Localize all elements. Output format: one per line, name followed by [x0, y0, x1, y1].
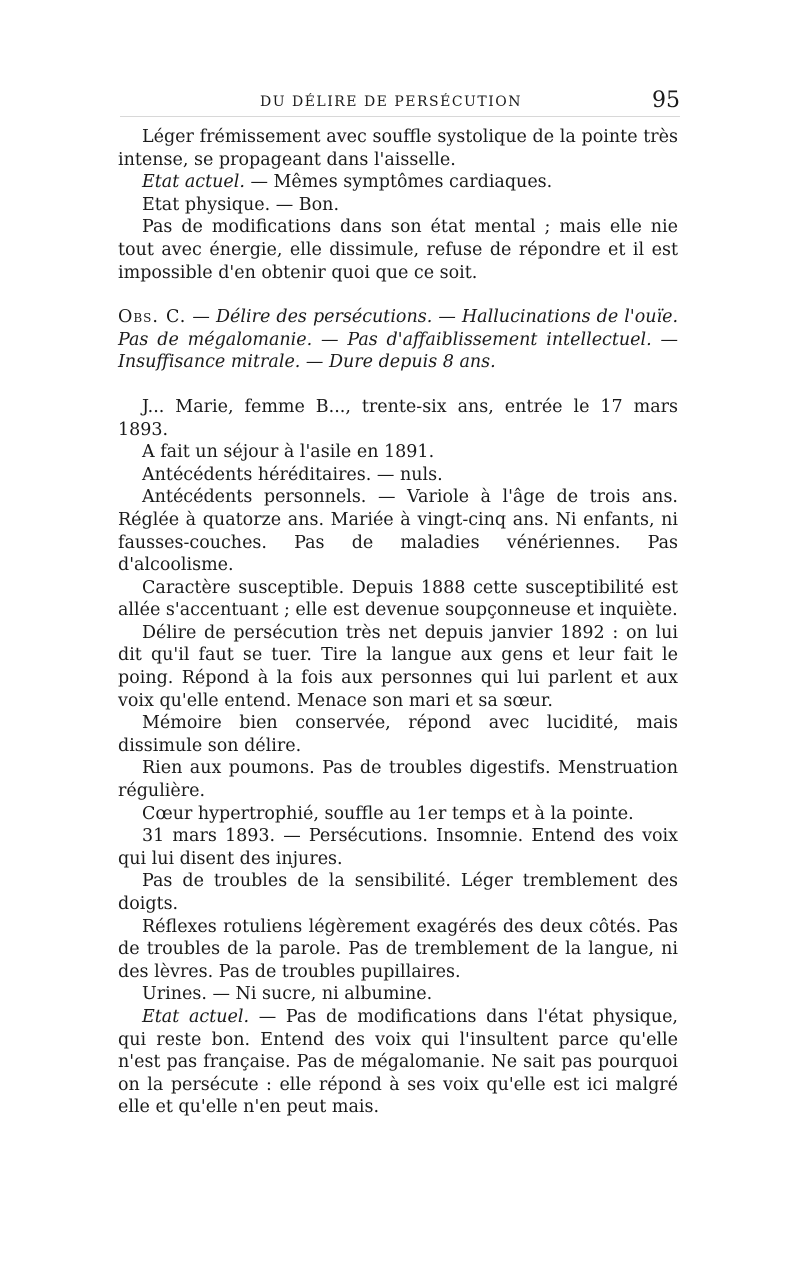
paragraph: Pas de troubles de la sensibilité. Léger tremblement des doigts. [118, 871, 678, 914]
paragraph: A fait un séjour à l'asile en 1891. [142, 442, 435, 463]
observation-heading [118, 306, 678, 374]
page-header [120, 88, 680, 117]
paragraph: J... Marie, femme B..., trente-six ans, entrée le 17 mars 1893. [118, 396, 678, 440]
observation-title: — Délire des persécutions. — Hallucinations de l'ouïe. Pas de mégalomanie. — Pas d'affaiblissement intellectuel. — Insuffisance mitrale. — Dure depuis 8 ans. [118, 307, 679, 373]
paragraph-text: — Mêmes symptômes cardiaques. [244, 172, 553, 193]
paragraph: Délire de persécution très net depuis janvier 1892 : on lui dit qu'il faut se tuer. Tire la langue aux gens et leur fait le poing. Répond à la fois aux personnes qui lui parlent et aux voix qu'elle entend. Menace son mari et sa sœur. [118, 622, 678, 711]
paragraph [118, 171, 678, 194]
paragraph: Pas de modifications dans son état mental ; mais elle nie tout avec énergie, elle dissimule, refuse de répondre et il est impossible d'en obtenir quoi que ce soit. [118, 217, 678, 283]
italic-lead: Etat actuel. [142, 172, 245, 193]
page-number: 95 [652, 88, 680, 113]
paragraph: 31 mars 1893. — Persécutions. Insomnie. Entend des voix qui lui disent des injures. [118, 826, 678, 869]
observation-label: Obs. C. [118, 307, 187, 328]
paragraph [118, 1006, 678, 1119]
paragraph: Urines. — Ni sucre, ni albumine. [142, 984, 433, 1005]
paragraph: Antécédents personnels. — Variole à l'âge de trois ans. Réglée à quatorze ans. Mariée à vingt-cinq ans. Ni enfants, ni fausses-couches. Pas de maladies vénériennes. Pas d'alcoolisme. [118, 487, 678, 576]
paragraph: Cœur hypertrophié, souffle au 1er temps et à la pointe. [142, 803, 634, 824]
running-title: DU DÉLIRE DE PERSÉCUTION [260, 94, 522, 110]
paragraph: Mémoire bien conservée, répond avec lucidité, mais dissimule son délire. [118, 713, 678, 756]
paragraph: Etat physique. — Bon. [142, 194, 340, 215]
paragraph: Réflexes rotuliens légèrement exagérés des deux côtés. Pas de troubles de la parole. Pas de tremblement de la langue, ni des lèvres. Pas de troubles pupillaires. [118, 916, 678, 982]
paragraph: Antécédents héréditaires. — nuls. [142, 464, 443, 485]
italic-lead: Etat actuel. [142, 1006, 250, 1027]
paragraph: Rien aux poumons. Pas de troubles digestifs. Menstruation régulière. [118, 758, 678, 802]
paragraph: Léger frémissement avec souffle systolique de la pointe très intense, se propageant dans l'aisselle. [118, 127, 678, 170]
paragraph-text: — Pas de modifications dans l'état physique, qui reste bon. Entend des voix qui l'insultent parce qu'elle n'est pas française. Pas de mégalomanie. Ne sait pas pourquoi on la persécute : elle répond à ses voix qu'elle est ici malgré elle et qu'elle n'en peut mais. [118, 1006, 678, 1118]
paragraph: Caractère susceptible. Depuis 1888 cette susceptibilité est allée s'accentuant ; elle est devenue soupçonneuse et inquiète. [118, 577, 678, 621]
page-body [118, 126, 678, 1119]
